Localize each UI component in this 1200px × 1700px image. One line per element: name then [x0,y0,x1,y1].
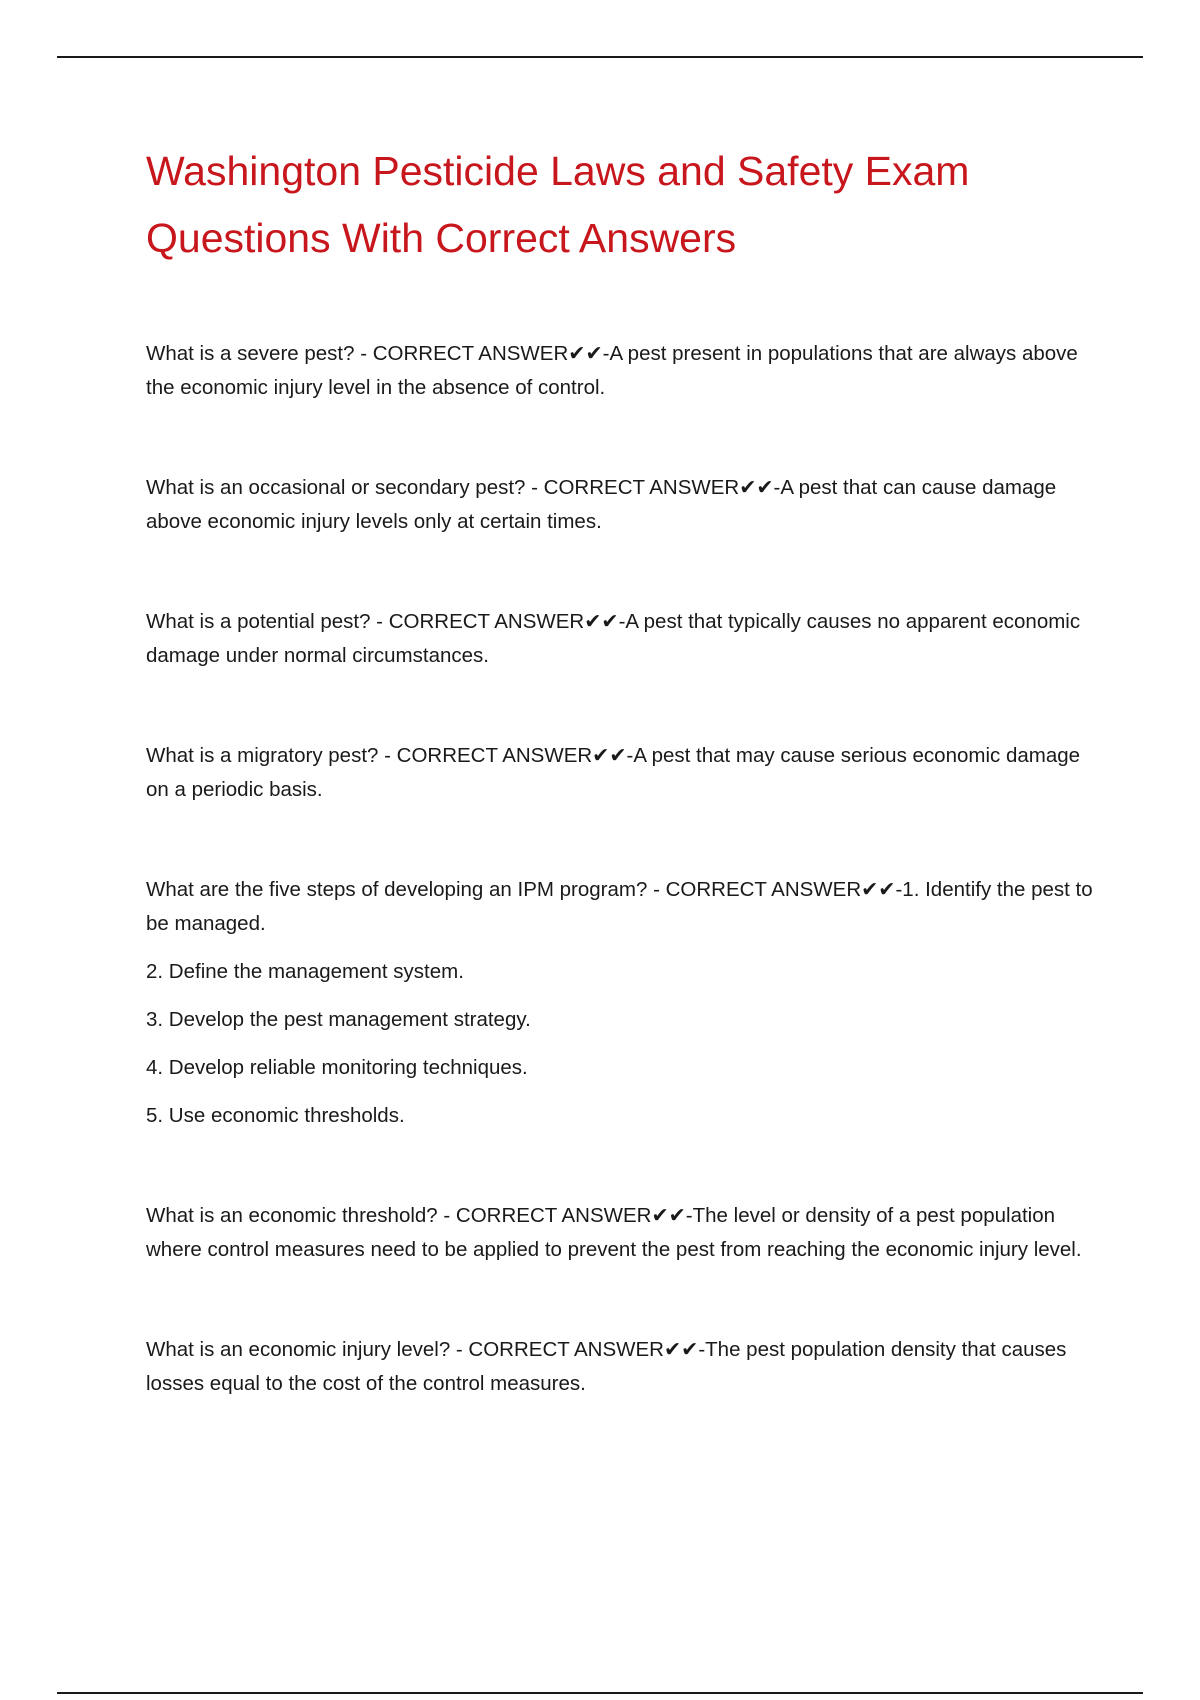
qa-text: What is an economic injury level? - CORRECT ANSWER✔✔-The pest population density that causes losses equal to the cost of the control measures. [146,1338,1067,1395]
qa-item-ipm-steps [146,873,1096,1133]
qa-text: What is an economic threshold? - CORRECT ANSWER✔✔-The level or density of a pest population where control measures need to be applied to prevent the pest from reaching the economic injury level. [146,1204,1082,1261]
qa-item-economic-threshold [146,1199,1096,1267]
qa-text: What is a severe pest? - CORRECT ANSWER✔✔-A pest present in populations that are always above the economic injury level in the absence of control. [146,342,1078,399]
bottom-divider [57,1692,1143,1694]
document-body [146,138,1096,1467]
qa-item-severe-pest [146,337,1096,405]
qa-item-migratory-pest [146,739,1096,807]
ipm-step: 3. Develop the pest management strategy. [146,1008,531,1031]
top-divider [57,56,1143,58]
document-title: Washington Pesticide Laws and Safety Exam Questions With Correct Answers [146,148,970,261]
qa-text: What is an occasional or secondary pest? - CORRECT ANSWER✔✔-A pest that can cause damage above economic injury levels only at certain times. [146,476,1057,533]
ipm-step: 5. Use economic thresholds. [146,1104,405,1127]
qa-text: What is a migratory pest? - CORRECT ANSWER✔✔-A pest that may cause serious economic damage on a periodic basis. [146,744,1081,801]
qa-item-economic-injury-level [146,1333,1096,1401]
qa-item-potential-pest [146,605,1096,673]
ipm-step: 4. Develop reliable monitoring techniques. [146,1056,528,1079]
ipm-step: 2. Define the management system. [146,960,464,983]
qa-text: What are the five steps of developing an IPM program? - CORRECT ANSWER✔✔-1. Identify the pest to be managed. [146,878,1093,935]
qa-item-occasional-pest [146,471,1096,539]
qa-text: What is a potential pest? - CORRECT ANSWER✔✔-A pest that typically causes no apparent economic damage under normal circumstances. [146,610,1081,667]
